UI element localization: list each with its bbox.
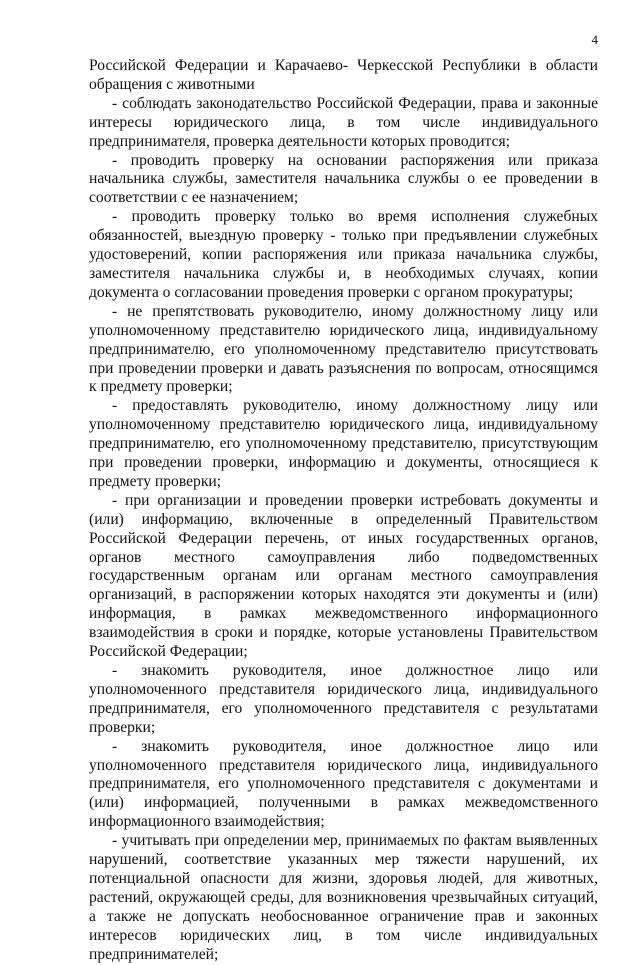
- paragraph-acquaint-documents: - знакомить руководителя, иное должностное лицо или уполномоченного представителя юридического лица, индивидуального предпринимателя, его уполномоченного представителя с документами и (или) информацией, полученными в рамках межведомственного информационного взаимодействия;: [89, 737, 598, 831]
- paragraph-request-documents: - при организации и проведении проверки истребовать документы и (или) информацию, включенные в определенный Правительством Российской Федерации перечень, от иных государственных органов, органов местного самоуправления либо подведомственных государственным органам или органам местного самоуправления организаций, в распоряжении которых находятся эти документы и (или) информация, в рамках межведомственного информационного взаимодействия в сроки и порядке, которые установлены Правительством Российской Федерации;: [89, 491, 598, 661]
- paragraph-inspection-basis: - проводить проверку на основании распоряжения или приказа начальника службы, заместителя начальника службы о ее проведении в соответствии с ее назначением;: [89, 151, 598, 207]
- paragraph-provide-information: - предоставлять руководителю, иному должностному лицу или уполномоченному представителю юридического лица, индивидуальному предпринимателю, его уполномоченному представителю, присутствующим при проведении проверки, информацию и документы, относящиеся к предмету проверки;: [89, 397, 598, 490]
- paragraph-not-obstruct: - не препятствовать руководителю, иному должностному лицу или уполномоченному представителю юридического лица, индивидуальному предпринимателю, его уполномоченному представителю присутствовать при проведении проверки и давать разъяснения по вопросам, относящимся к предмету проверки;: [89, 302, 598, 396]
- paragraph-continuation: Российской Федерации и Карачаево- Черкесской Республики в области обращения с животными: [89, 57, 598, 93]
- paragraph-comply-legislation: - соблюдать законодательство Российской Федерации, права и законные интересы юридического лица, в том числе индивидуального предпринимателя, проверка деятельности которых проводится;: [89, 94, 598, 150]
- document-body: [89, 57, 598, 965]
- page-number: 4: [591, 32, 598, 47]
- paragraph-inspection-duties: - проводить проверку только во время исполнения служебных обязанностей, выездную проверку - только при предъявлении служебных удостоверений, копии распоряжения или приказа начальника службы, заместителя начальника службы и, в необходимых случаях, копии документа о согласовании проведения проверки с органом прокуратуры;: [89, 208, 598, 301]
- paragraph-acquaint-results: - знакомить руководителя, иное должностное лицо или уполномоченного представителя юридического лица, индивидуального предпринимателя, его уполномоченного представителя с результатами проверки;: [89, 662, 598, 736]
- paragraph-consider-measures: - учитывать при определении мер, принимаемых по фактам выявленных нарушений, соответствие указанных мер тяжести нарушений, их потенциальной опасности для жизни, здоровья людей, для животных, растений, окружающей среды, для возникновения чрезвычайных ситуаций, а также не допускать необоснованное ограничение прав и законных интересов юридических лиц, в том числе индивидуальных предпринимателей;: [89, 832, 598, 963]
